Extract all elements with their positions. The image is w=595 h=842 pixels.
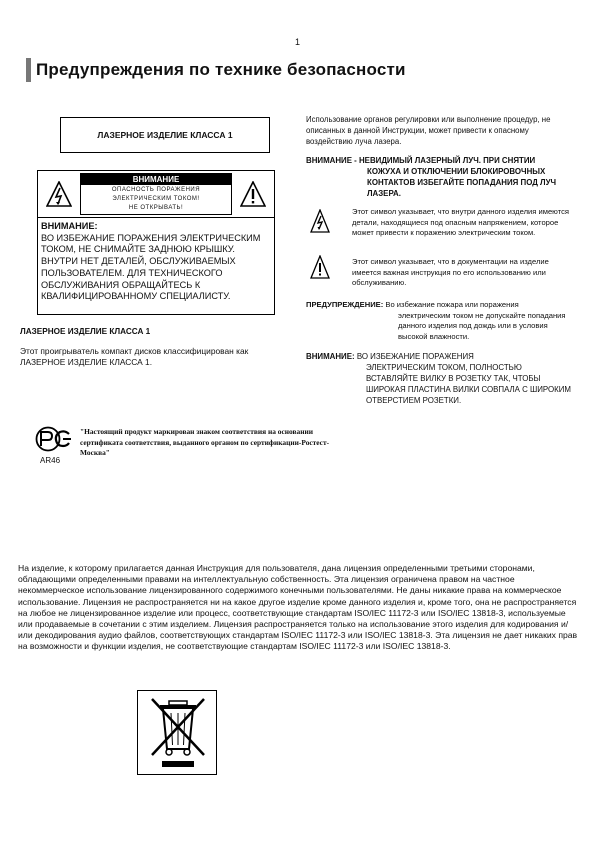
invisible-laser-warning-rest: КОЖУХА И ОТКЛЮЧЕНИИ БЛОКИРОВОЧНЫХ КОНТАКТОВ ИЗБЕГАЙТЕ ПОПАДАНИЯ ПОД ЛУЧ ЛАЗЕРА. xyxy=(367,167,557,198)
laser-class-label: ЛАЗЕРНОЕ ИЗДЕЛИЕ КЛАССА 1 xyxy=(97,130,233,140)
license-paragraph: На изделие, к которому прилагается данная Инструкция для пользователя, дана лицензия определенными третьими сторонами, обладающими определенными правами на интеллектуальную собственность. Эта лицензия ограничена правом на частное некоммерческое использование лицензированного содержимого конечными пользователями. Не даны никакие права на коммерческое использование. Лицензия не распространяется ни на какое другое изделие кроме данного изделия и, кроме того, она не распространяется на любое не лицензированное изделие или процесс, соответствующие стандартам ISO/IEC 11172-3 или ISO/IEC 13818-3, используемые или продаваемые в сочетании с этим изделием. Лицензия распространяется только на использование этого изделия для кодирования и/или декодирования аудио файлов, соответствующих стандартам ISO/IEC 11172-3 или ISO/IEC 13818-3. Эта лицензия не дает никаких прав на возможности и функции изделия, не соответствующие стандартам ISO/IEC 11172-3 или ISO/IEC 13818-3. xyxy=(18,563,578,652)
controls-caution-paragraph: Использование органов регулировки или выполнение процедур, не описанных в данной Инструкции, может привести к опасному воздействию луча лазера. xyxy=(306,115,551,146)
caution-rest: электрическим током не допускайте попадания данного изделия под дождь или в условия высокой влажности. xyxy=(398,310,566,341)
warning-sub-line-3: НЕ ОТКРЫВАТЬ! xyxy=(128,205,184,211)
invisible-laser-warning xyxy=(306,155,576,199)
caution-first: Во избежание пожара или поражения xyxy=(385,300,519,309)
page-number: 1 xyxy=(294,37,300,47)
warning-header: ВНИМАНИЕ xyxy=(81,174,231,185)
laser-class-label-box xyxy=(60,117,270,153)
warning-label-box xyxy=(37,170,275,315)
caution-first-line xyxy=(306,300,576,311)
title-accent-bar xyxy=(26,58,31,82)
laser-class-paragraph: Этот проигрыватель компакт дисков классифицирован как ЛАЗЕРНОЕ ИЗДЕЛИЕ КЛАССА 1. xyxy=(20,346,249,367)
weee-logo-box xyxy=(137,690,217,775)
warning-sub-text xyxy=(81,185,231,213)
warning-sub-line-1: ОПАСНОСТЬ ПОРАЖЕНИЯ xyxy=(111,187,201,193)
rostest-pct-logo xyxy=(35,426,75,452)
caution-label: ПРЕДУПРЕЖДЕНИЕ: xyxy=(306,300,384,309)
exclamation-symbol-icon xyxy=(310,255,330,279)
laser-class-heading: ЛАЗЕРНОЕ ИЗДЕЛИЕ КЛАССА 1 xyxy=(20,327,151,336)
lightning-symbol-icon xyxy=(310,209,330,233)
warning-label-top xyxy=(38,171,274,218)
warning-sub-line-2: ЭЛЕКТРИЧЕСКИМ ТОКОМ! xyxy=(112,196,200,202)
certification-text: "Настоящий продукт маркирован знаком соответствия на основании сертификата соответствия, выданного органом по сертификации-Ростест-Москва" xyxy=(80,427,330,457)
warning-text-body: ВО ИЗБЕЖАНИЕ ПОРАЖЕНИЯ ЭЛЕКТРИЧЕСКИМ ТОКОМ, НЕ СНИМАЙТЕ ЗАДНЮЮ КРЫШКУ. ВНУТРИ НЕТ ДЕТАЛЕЙ, ОБСЛУЖИВАЕМЫХ ПОЛЬЗОВАТЕЛЕМ. ДЛЯ ТЕХНИЧЕСКОГО ОБСЛУЖИВАНИЯ ОБРАЩАЙТЕСЬ К КВАЛИФИЦИРОВАННОМУ СПЕЦИАЛИСТУ. xyxy=(41,232,261,302)
page-title: Предупреждения по технике безопасности xyxy=(36,60,406,79)
lightning-symbol-description: Этот символ указывает, что внутри данного изделия имеются детали, находящиеся под опасным напряжением, которое может привести к поражению электрическим током. xyxy=(352,207,569,237)
warning-text-label: ВНИМАНИЕ: xyxy=(41,221,98,231)
lightning-warning-icon xyxy=(46,181,72,207)
invisible-laser-warning-first: ВНИМАНИЕ - НЕВИДИМЫЙ ЛАЗЕРНЫЙ ЛУЧ. ПРИ СНЯТИИ xyxy=(306,156,536,165)
warning-inner-box xyxy=(80,173,232,215)
plug-warning-label: ВНИМАНИЕ: xyxy=(306,352,355,361)
plug-warning xyxy=(306,351,576,406)
warning-text xyxy=(41,221,273,303)
certification-code: AR46 xyxy=(40,456,61,465)
crossed-out-bin-icon xyxy=(138,691,218,776)
plug-warning-first-line xyxy=(306,352,474,361)
plug-warning-first: ВО ИЗБЕЖАНИЕ ПОРАЖЕНИЯ xyxy=(356,352,474,361)
plug-warning-rest: ЭЛЕКТРИЧЕСКИМ ТОКОМ, ПОЛНОСТЬЮ ВСТАВЛЯЙТЕ ВИЛКУ В РОЗЕТКУ ТАК, ЧТОБЫ ШИРОКАЯ ПЛАСТИНА ВИЛКИ СОВПАЛА С ШИРОКИМ ОТВЕРСТИЕМ РОЗЕТКИ. xyxy=(366,363,572,405)
fire-shock-caution xyxy=(306,300,576,342)
exclamation-warning-icon xyxy=(240,181,266,207)
exclamation-symbol-description: Этот символ указывает, что в документации на изделие имеется важная инструкция по его использованию или обслуживанию. xyxy=(352,257,549,287)
